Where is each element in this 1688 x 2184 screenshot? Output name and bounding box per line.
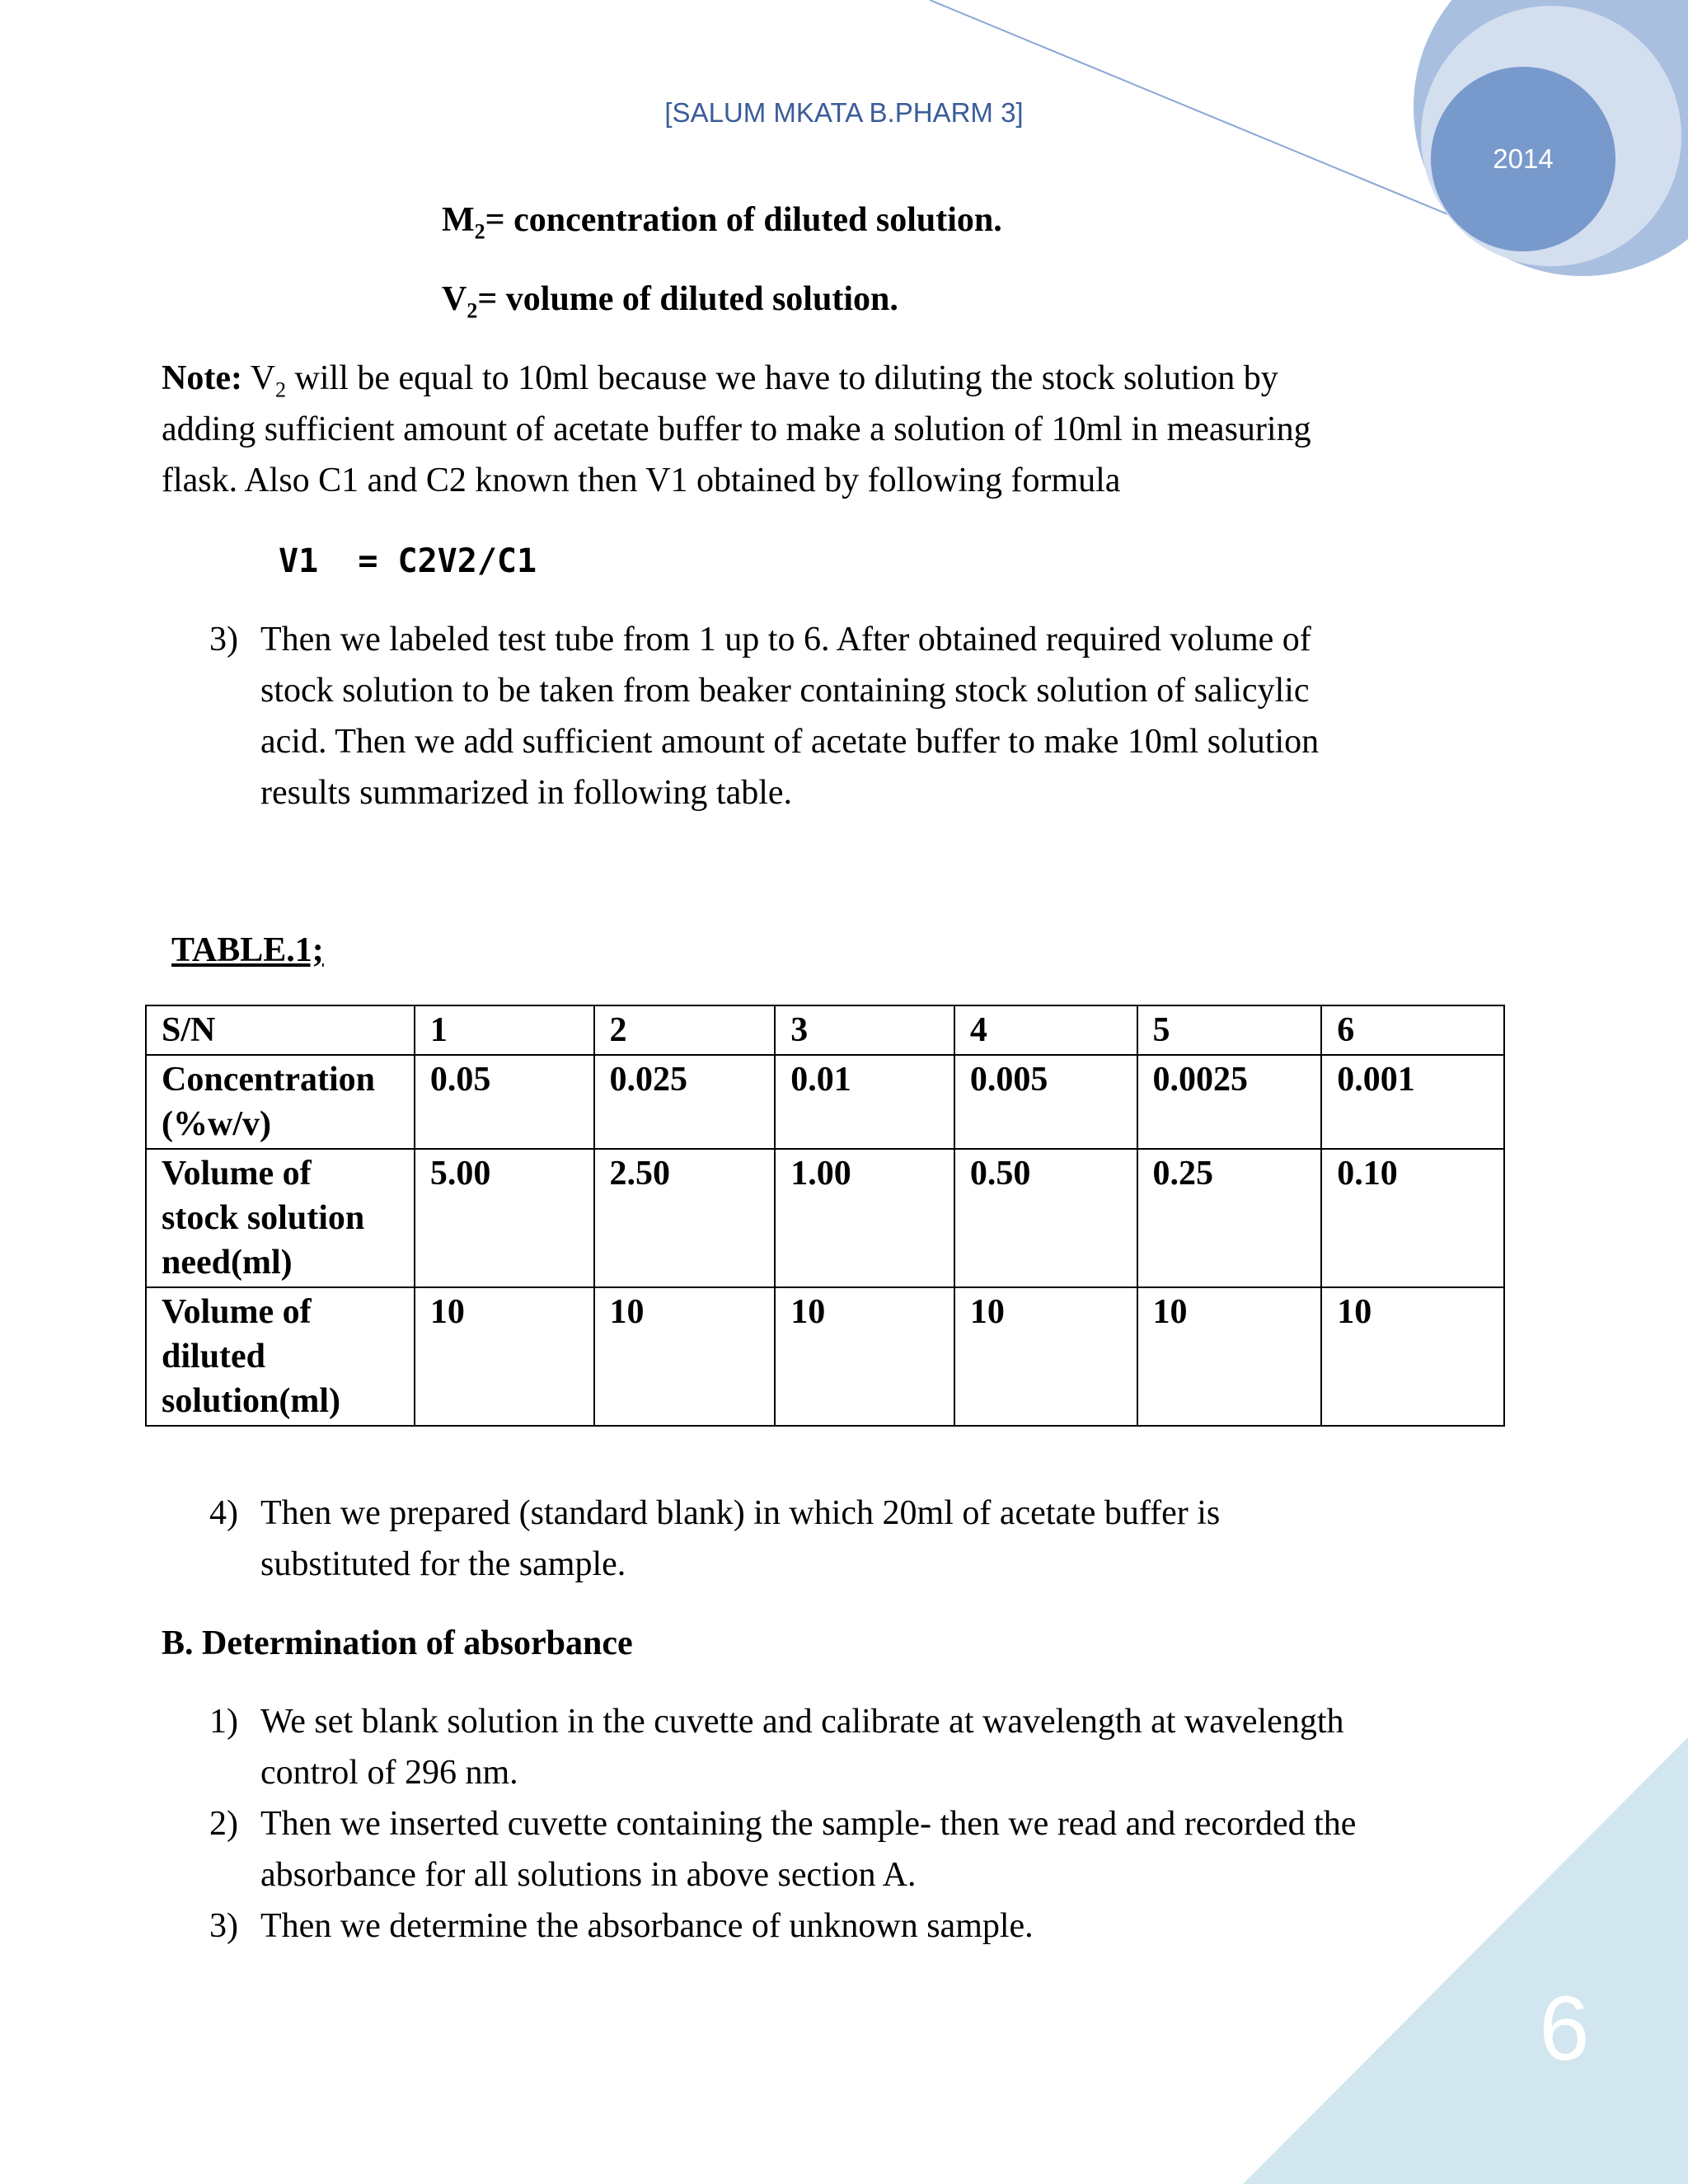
formula: V1 = C2V2/C1 bbox=[279, 542, 537, 580]
section-b-list bbox=[0, 1696, 1688, 1960]
step-3 bbox=[0, 614, 1688, 828]
table-cell: 0.01 bbox=[775, 1055, 954, 1149]
table-cell: 6 bbox=[1321, 1005, 1504, 1055]
list-item-line: Then we inserted cuvette containing the sample- then we read and recorded the bbox=[260, 1805, 1357, 1843]
step-3-line: Then we labeled test tube from 1 up to 6. After obtained required volume of bbox=[260, 621, 1311, 658]
table-cell: 10 bbox=[954, 1287, 1137, 1426]
row-label: S/N bbox=[146, 1005, 415, 1055]
note-line-1: Note: $V_2$ will be equal to 10ml because we have to diluting the stock solution by bbox=[162, 359, 1278, 402]
table-cell: 5 bbox=[1137, 1005, 1322, 1055]
definition-v2: $V_2=$ volume of diluted solution. bbox=[442, 280, 898, 323]
list-item-number: 1) bbox=[209, 1703, 238, 1741]
table-row bbox=[146, 1287, 1504, 1426]
step-3-line: results summarized in following table. bbox=[260, 774, 793, 812]
note-line-3: flask. Also C1 and C2 known then V1 obtained by following formula bbox=[162, 462, 1121, 499]
table-cell: 10 bbox=[1321, 1287, 1504, 1426]
table-cell: 0.05 bbox=[415, 1055, 594, 1149]
page-number: 6 bbox=[1539, 1978, 1590, 2079]
step-3-line: acid. Then we add sufficient amount of acetate buffer to make 10ml solution bbox=[260, 723, 1320, 761]
row-label: Volume of diluted solution(ml) bbox=[146, 1287, 415, 1426]
list-item-line: absorbance for all solutions in above section A. bbox=[260, 1856, 917, 1894]
step-3-line: stock solution to be taken from beaker containing stock solution of salicylic bbox=[260, 672, 1310, 710]
table-cell: 2 bbox=[594, 1005, 776, 1055]
table-cell: 0.50 bbox=[954, 1149, 1137, 1287]
list-item-number: 2) bbox=[209, 1805, 238, 1843]
section-b-title: B. Determination of absorbance bbox=[162, 1624, 633, 1662]
table-cell: 0.005 bbox=[954, 1055, 1137, 1149]
list-item-line: Then we determine the absorbance of unknown sample. bbox=[260, 1907, 1034, 1945]
table-cell: 3 bbox=[775, 1005, 954, 1055]
definition-m2: $M_2=$ concentration of diluted solution. bbox=[442, 201, 1002, 244]
row-label: Concentration (%w/v) bbox=[146, 1055, 415, 1149]
table-cell: 10 bbox=[415, 1287, 594, 1426]
table-cell: 1 bbox=[415, 1005, 594, 1055]
step-4-line: substituted for the sample. bbox=[260, 1545, 626, 1583]
table-cell: 0.0025 bbox=[1137, 1055, 1322, 1149]
step-4-line: Then we prepared (standard blank) in which 20ml of acetate buffer is bbox=[260, 1494, 1221, 1532]
header-year: 2014 bbox=[1493, 143, 1554, 174]
table-cell: 10 bbox=[594, 1287, 776, 1426]
step-3-number: 3) bbox=[209, 621, 238, 658]
table-cell: 0.10 bbox=[1321, 1149, 1504, 1287]
dilution-table bbox=[145, 1005, 1505, 1427]
table-cell: 0.025 bbox=[594, 1055, 776, 1149]
header-title: [SALUM MKATA B.PHARM 3] bbox=[664, 97, 1024, 128]
table-cell: 10 bbox=[1137, 1287, 1322, 1426]
step-4 bbox=[0, 1488, 1688, 1595]
table-cell: 1.00 bbox=[775, 1149, 954, 1287]
list-item-number: 3) bbox=[209, 1907, 238, 1945]
table-row bbox=[146, 1005, 1504, 1055]
step-4-number: 4) bbox=[209, 1494, 238, 1532]
table-row bbox=[146, 1149, 1504, 1287]
table-cell: 5.00 bbox=[415, 1149, 594, 1287]
list-item-line: control of 296 nm. bbox=[260, 1754, 518, 1792]
table-cell: 2.50 bbox=[594, 1149, 776, 1287]
list-item-line: We set blank solution in the cuvette and calibrate at wavelength at wavelength bbox=[260, 1703, 1344, 1741]
row-label: Volume of stock solution need(ml) bbox=[146, 1149, 415, 1287]
table-cell: 10 bbox=[775, 1287, 954, 1426]
table-row bbox=[146, 1055, 1504, 1149]
table-cell: 0.001 bbox=[1321, 1055, 1504, 1149]
table-cell: 0.25 bbox=[1137, 1149, 1322, 1287]
note-line-2: adding sufficient amount of acetate buffer to make a solution of 10ml in measuring bbox=[162, 410, 1311, 448]
table-cell: 4 bbox=[954, 1005, 1137, 1055]
table-title: TABLE.1; bbox=[171, 931, 324, 969]
note-label: Note: bbox=[162, 359, 242, 397]
